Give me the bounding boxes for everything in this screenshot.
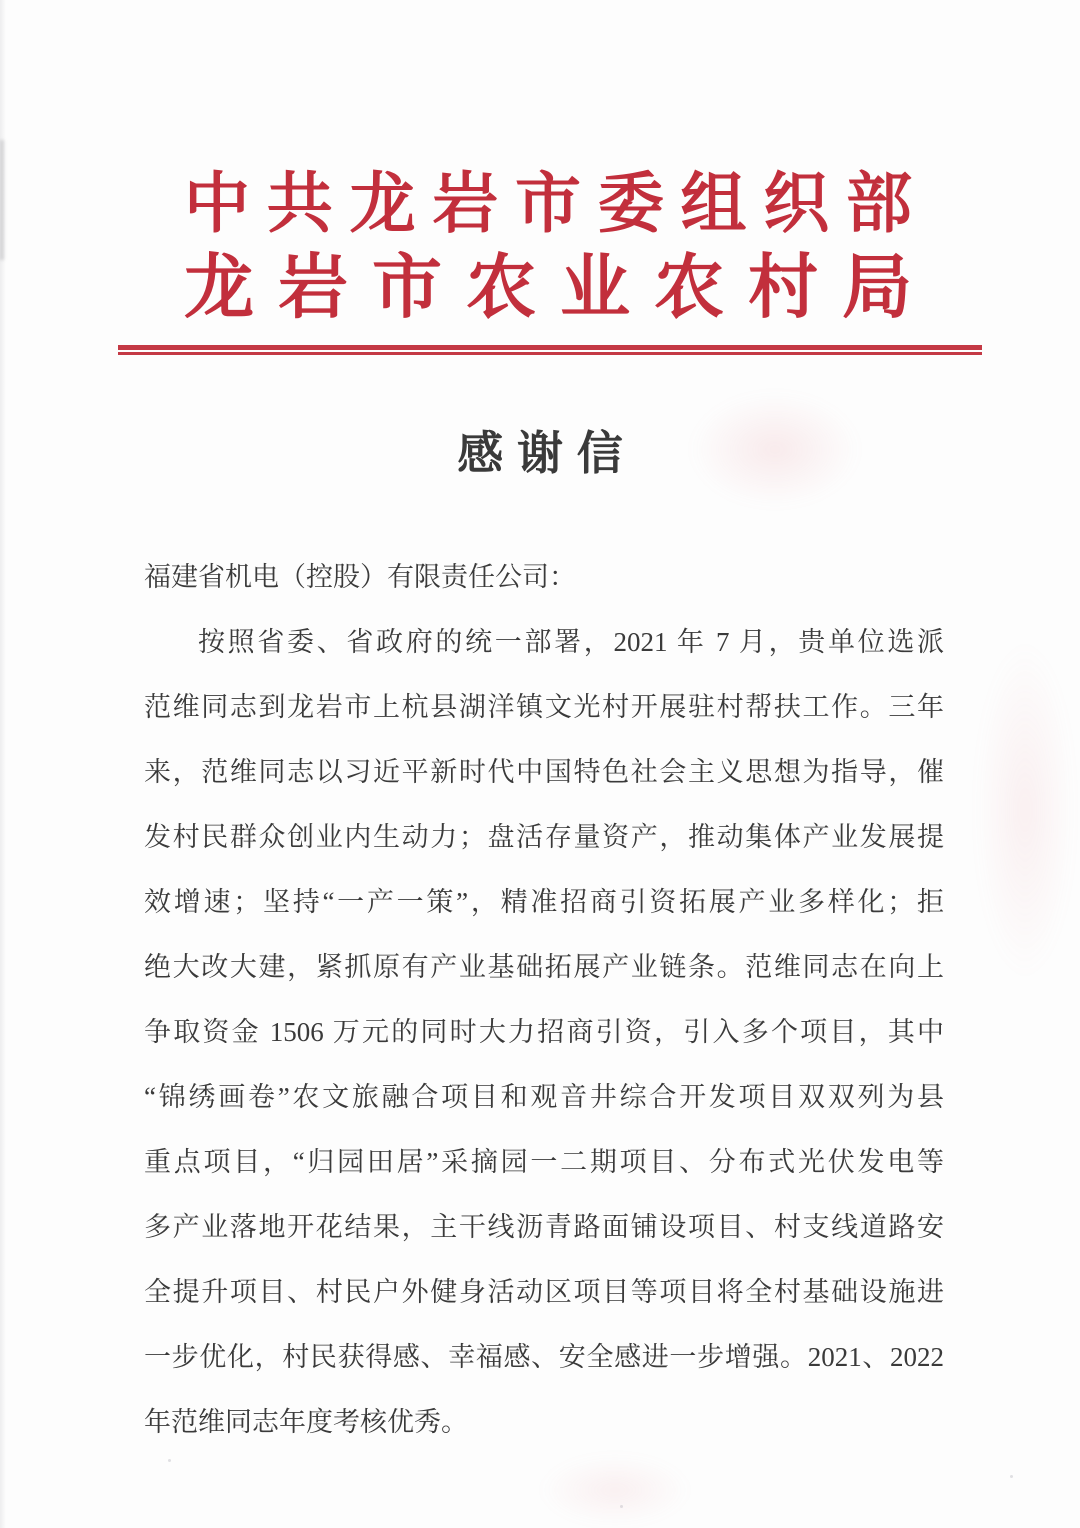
recipient-line: 福建省机电（控股）有限责任公司： (144, 562, 576, 592)
letterhead (184, 168, 912, 327)
letterhead-divider-rule (118, 345, 982, 355)
body-line: 绝大改大建，紧抓原有产业基础拓展产业链条。范维同志在向上 (144, 952, 944, 982)
body-line: 全提升项目、村民户外健身活动区项目等项目将全村基础设施进 (144, 1277, 944, 1307)
body-line: 按照省委、省政府的统一部署，2021 年 7 月，贵单位选派 (198, 627, 944, 657)
scan-noise-speck (168, 1459, 171, 1462)
body-line: 多产业落地开花结果，主干线沥青路面铺设项目、村支线道路安 (144, 1212, 944, 1242)
body-line: 范维同志到龙岩市上杭县湖洋镇文光村开展驻村帮扶工作。三年 (144, 692, 944, 722)
letterhead-org-line-1: 中 共 龙 岩 市 委 组 织 部 (184, 168, 912, 241)
body-line: 来，范维同志以习近平新时代中国特色社会主义思想为指导，催 (144, 757, 944, 787)
body-line: “锦绣画卷”农文旅融合项目和观音井综合开发项目双双列为县 (144, 1082, 944, 1112)
closing-line: 年范维同志年度考核优秀。 (144, 1407, 468, 1437)
body-line: 争取资金 1506 万元的同时大力招商引资，引入多个项目，其中 (144, 1017, 944, 1047)
body-line: 重点项目，“归园田居”采摘园一二期项目、分布式光伏发电等 (144, 1147, 944, 1177)
scan-edge-mark (0, 140, 4, 260)
scan-noise-speck (620, 1505, 623, 1508)
divider-bottom-line (118, 352, 982, 355)
seal-bleed-artifact (540, 1455, 690, 1525)
body-line: 效增速；坚持“一产一策”，精准招商引资拓展产业多样化；拒 (144, 887, 944, 917)
scan-edge-shading (0, 0, 6, 1528)
letterhead-org-line-2: 龙 岩 市 农 业 农 村 局 (184, 250, 912, 327)
letter-title: 感谢信 (457, 428, 637, 479)
scan-noise-speck (1010, 1475, 1013, 1478)
seal-bleed-artifact (975, 640, 1075, 980)
body-line: 发村民群众创业内生动力；盘活存量资产，推动集体产业发展提 (144, 822, 944, 852)
letter-body (144, 545, 944, 1455)
body-line: 一步优化，村民获得感、幸福感、安全感进一步增强。2021、2022 (144, 1342, 944, 1372)
